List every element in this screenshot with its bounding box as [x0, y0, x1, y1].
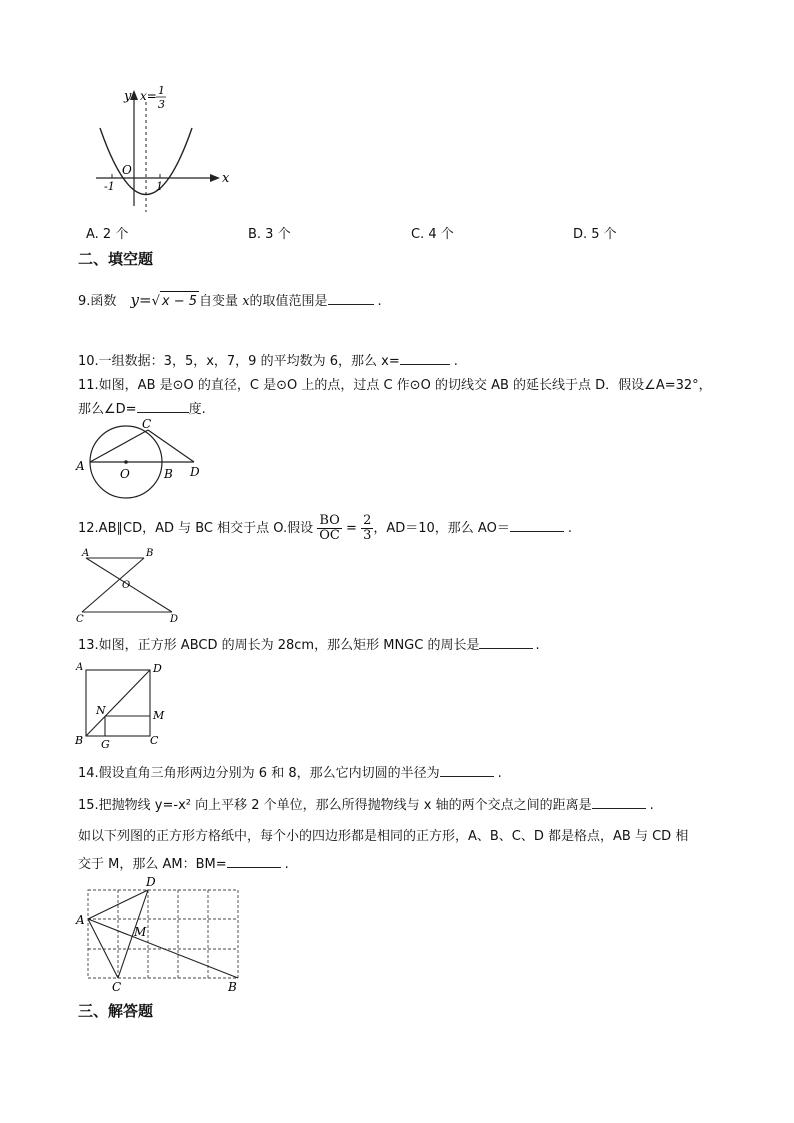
question-13 — [78, 634, 540, 656]
q12-pre: 12.AB∥CD，AD 与 BC 相交于点 O.假设 — [78, 521, 314, 536]
q15-answer-blank[interactable] — [592, 794, 646, 809]
q10-end: . — [453, 354, 458, 369]
q11-answer-blank[interactable] — [137, 398, 189, 413]
q9-post: 的取值范围是 — [249, 294, 328, 309]
label-d: D — [146, 875, 156, 889]
pos1-label: 1 — [156, 180, 163, 193]
label-c: C — [142, 417, 152, 431]
question-10 — [78, 350, 458, 372]
question-16-line2 — [78, 853, 289, 875]
q11-end: 度. — [188, 402, 206, 417]
question-14 — [78, 762, 502, 784]
label-c: C — [150, 734, 159, 747]
label-a: A — [76, 459, 85, 473]
center-dot — [124, 460, 128, 464]
xeq-label: x= — [140, 89, 157, 103]
label-o: O — [120, 467, 130, 481]
grid-figure — [72, 874, 244, 996]
option-d: D. 5 个 — [573, 227, 617, 242]
segment-bc — [82, 558, 144, 612]
q15-text: 15.把抛物线 y=-x² 向上平移 2 个单位，那么所得抛物线与 x 轴的两个交点之间的距离是 — [78, 798, 592, 813]
q9-radicand: x − 5 — [160, 291, 199, 312]
q9-eq: = — [139, 291, 152, 309]
diagonal-bd — [86, 670, 150, 736]
q16-answer-blank[interactable] — [227, 853, 281, 868]
neg1-label: -1 — [104, 180, 115, 193]
q9-x: x — [242, 294, 250, 309]
label-a: A — [82, 548, 90, 559]
question-9: 9.函数 y=√ x − 5 自变量 x的取值范围是 . — [78, 290, 382, 312]
q13-text: 13.如图，正方形 ABCD 的周长为 28cm，那么矩形 MNGC 的周长是 — [78, 638, 480, 653]
q15-end: . — [649, 798, 654, 813]
option-b: B. 3 个 — [248, 227, 291, 242]
q12-end: . — [567, 521, 572, 536]
grid-lines — [88, 890, 238, 978]
y-label: y — [124, 89, 132, 104]
q9-pre: 9.函数 — [78, 294, 117, 309]
label-m: M — [153, 709, 165, 722]
label-d: D — [153, 662, 162, 675]
q14-text: 14.假设直角三角形两边分别为 6 和 8，那么它内切圆的半径为 — [78, 766, 440, 781]
label-b: B — [164, 467, 173, 481]
segment-ad — [88, 890, 148, 919]
label-d: D — [190, 465, 200, 479]
label-d: D — [170, 614, 179, 624]
label-a: A — [76, 662, 84, 673]
circle-figure — [72, 416, 212, 500]
q9-answer-blank[interactable] — [328, 290, 374, 305]
q16-end: . — [284, 857, 289, 872]
frac-den: 3 — [158, 98, 165, 111]
q11-text: 那么∠D= — [78, 402, 137, 417]
q10-answer-blank[interactable] — [400, 350, 450, 365]
q14-end: . — [497, 766, 502, 781]
label-n: N — [96, 704, 106, 717]
q16-text: 交于 M，那么 AM：BM= — [78, 857, 227, 872]
q12-post: ，AD＝10，那么 AO＝ — [373, 521, 510, 536]
label-b: B — [146, 548, 154, 559]
q13-end: . — [535, 638, 540, 653]
q10-text: 10.一组数据：3，5，x，7，9 的平均数为 6，那么 x= — [78, 354, 400, 369]
x-axis-arrow — [210, 174, 220, 182]
frac-num: 1 — [158, 86, 165, 97]
crossing-figure — [74, 548, 186, 624]
question-12 — [78, 514, 572, 544]
q14-answer-blank[interactable] — [440, 762, 494, 777]
origin-label: O — [122, 163, 132, 177]
label-g: G — [101, 738, 110, 750]
q12-answer-blank[interactable] — [510, 517, 564, 532]
question-11-line1: 11.如图，AB 是⊙O 的直径，C 是⊙O 上的点，过点 C 作⊙O 的切线交 AB 的延长线于点 D．假设∠A=32°， — [78, 378, 712, 393]
label-b: B — [228, 980, 237, 994]
square-figure — [72, 658, 172, 750]
option-c: C. 4 个 — [411, 227, 454, 242]
option-a: A. 2 个 — [86, 227, 129, 242]
label-c: C — [76, 614, 84, 624]
q9-y: y — [130, 291, 140, 309]
label-m: M — [134, 925, 147, 939]
question-16-line1: 如以下列图的正方形方格纸中，每个小的四边形都是相同的正方形，A、B、C、D 都是格点，AB 与 CD 相 — [78, 829, 689, 844]
tangent-cd — [148, 430, 194, 462]
section-answer: 三、解答题 — [78, 1002, 154, 1020]
q12-eq: = — [346, 521, 357, 536]
q9-mid: 自变量 — [199, 294, 239, 309]
q9-end: . — [377, 294, 382, 309]
label-b: B — [75, 734, 84, 747]
question-15 — [78, 794, 654, 816]
label-a: A — [76, 913, 85, 927]
segment-ac — [88, 919, 118, 978]
segment-ac — [90, 430, 148, 462]
label-o: O — [122, 580, 131, 591]
q13-answer-blank[interactable] — [479, 634, 533, 649]
segment-ab — [88, 919, 238, 978]
parabola-figure — [90, 86, 240, 218]
label-c: C — [112, 980, 122, 994]
x-label: x — [222, 171, 230, 186]
section-fill-in: 二、填空题 — [78, 250, 154, 268]
q12-fraction-value: $\frac{2}{3}$ — [363, 513, 372, 543]
q12-fraction-bo-oc: $\frac{BO}{OC}$ — [319, 513, 340, 543]
